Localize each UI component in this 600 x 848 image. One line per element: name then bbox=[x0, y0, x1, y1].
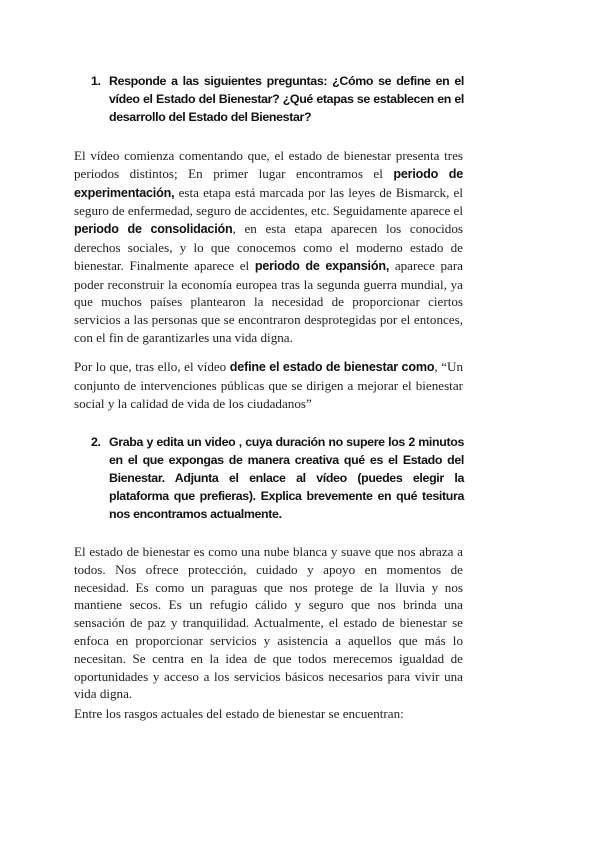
question-1-number: 1. bbox=[91, 74, 101, 88]
answer-2-bold-definition: define el estado de bienestar como bbox=[229, 360, 435, 374]
answer-2-text-a: Por lo que, tras ello, el vídeo bbox=[74, 359, 230, 374]
answer-1-text-a: El vídeo comienza comentando que, el estado de bienestar presenta tres periodos distintos; En primer lugar encontramos el bbox=[74, 148, 463, 181]
answer-paragraph-2 bbox=[74, 358, 463, 412]
question-2-number: 2. bbox=[91, 435, 101, 449]
answer-1-bold-experimentacion: periodo de experimentación, bbox=[74, 166, 463, 200]
answer-paragraph-1 bbox=[74, 147, 463, 347]
question-2-text: Graba y edita un video , cuya duración no supere los 2 minutos en el que expongas de manera creativa qué es el Estado del Bienestar. Adjunta el enlace al vídeo (puedes elegir la plataforma que prefieras). Explica brevemente en qué tesitura nos encontramos actualmente. bbox=[109, 435, 464, 521]
answer-paragraph-3: El estado de bienestar es como una nube blanca y suave que nos abraza a todos. Nos ofrece protección, cuidado y apoyo en momentos de necesidad. Es como un paraguas que nos protege de la lluvia y nos mantiene secos. Es un refugio cálido y seguro que nos brinda una sensación de paz y tranquilidad. Actualmente, el estado de bienestar se enfoca en proporcionar servicios y asistencia a aquellos que más lo necesitan. Se centra en la idea de que todos merecemos igualdad de oportunidades y acceso a los servicios básicos necesarios para vivir una vida digna. bbox=[74, 544, 463, 702]
question-2 bbox=[91, 433, 464, 523]
question-1 bbox=[91, 72, 464, 126]
answer-1-text-d: aparece para poder reconstruir la economía europea tras la segunda guerra mundial, ya que muchos países plantearon la necesidad de proporcionar ciertos servicios a las personas que se encontraron desprotegidas por el entonces, con el fin de garantizarles una vida digna. bbox=[74, 257, 463, 345]
answer-paragraph-4: Entre los rasgos actuales del estado de bienestar se encuentran: bbox=[74, 706, 404, 721]
answer-2-text-b: , “Un conjunto de intervenciones públicas que se dirigen a mejorar el bienestar social y la calidad de vida de los ciudadanos” bbox=[74, 359, 463, 411]
question-1-text: Responde a las siguientes preguntas: ¿Cómo se define en el vídeo el Estado del Bienestar? ¿Qué etapas se establecen en el desarrollo del Estado del Bienestar? bbox=[109, 74, 464, 124]
answer-1-text-b: esta etapa está marcada por las leyes de Bismarck, el seguro de enfermedad, seguro de accidentes, etc. Seguidamente aparece el bbox=[74, 184, 463, 219]
answer-1-bold-consolidacion: periodo de consolidación bbox=[74, 222, 233, 237]
answer-1-text-c: , en esta etapa aparecen los conocidos derechos sociales, y lo que conocemos como el moderno estado de bienestar. Finalmente aparece el bbox=[74, 221, 463, 273]
answer-1-bold-expansion: periodo de expansión, bbox=[254, 258, 390, 273]
